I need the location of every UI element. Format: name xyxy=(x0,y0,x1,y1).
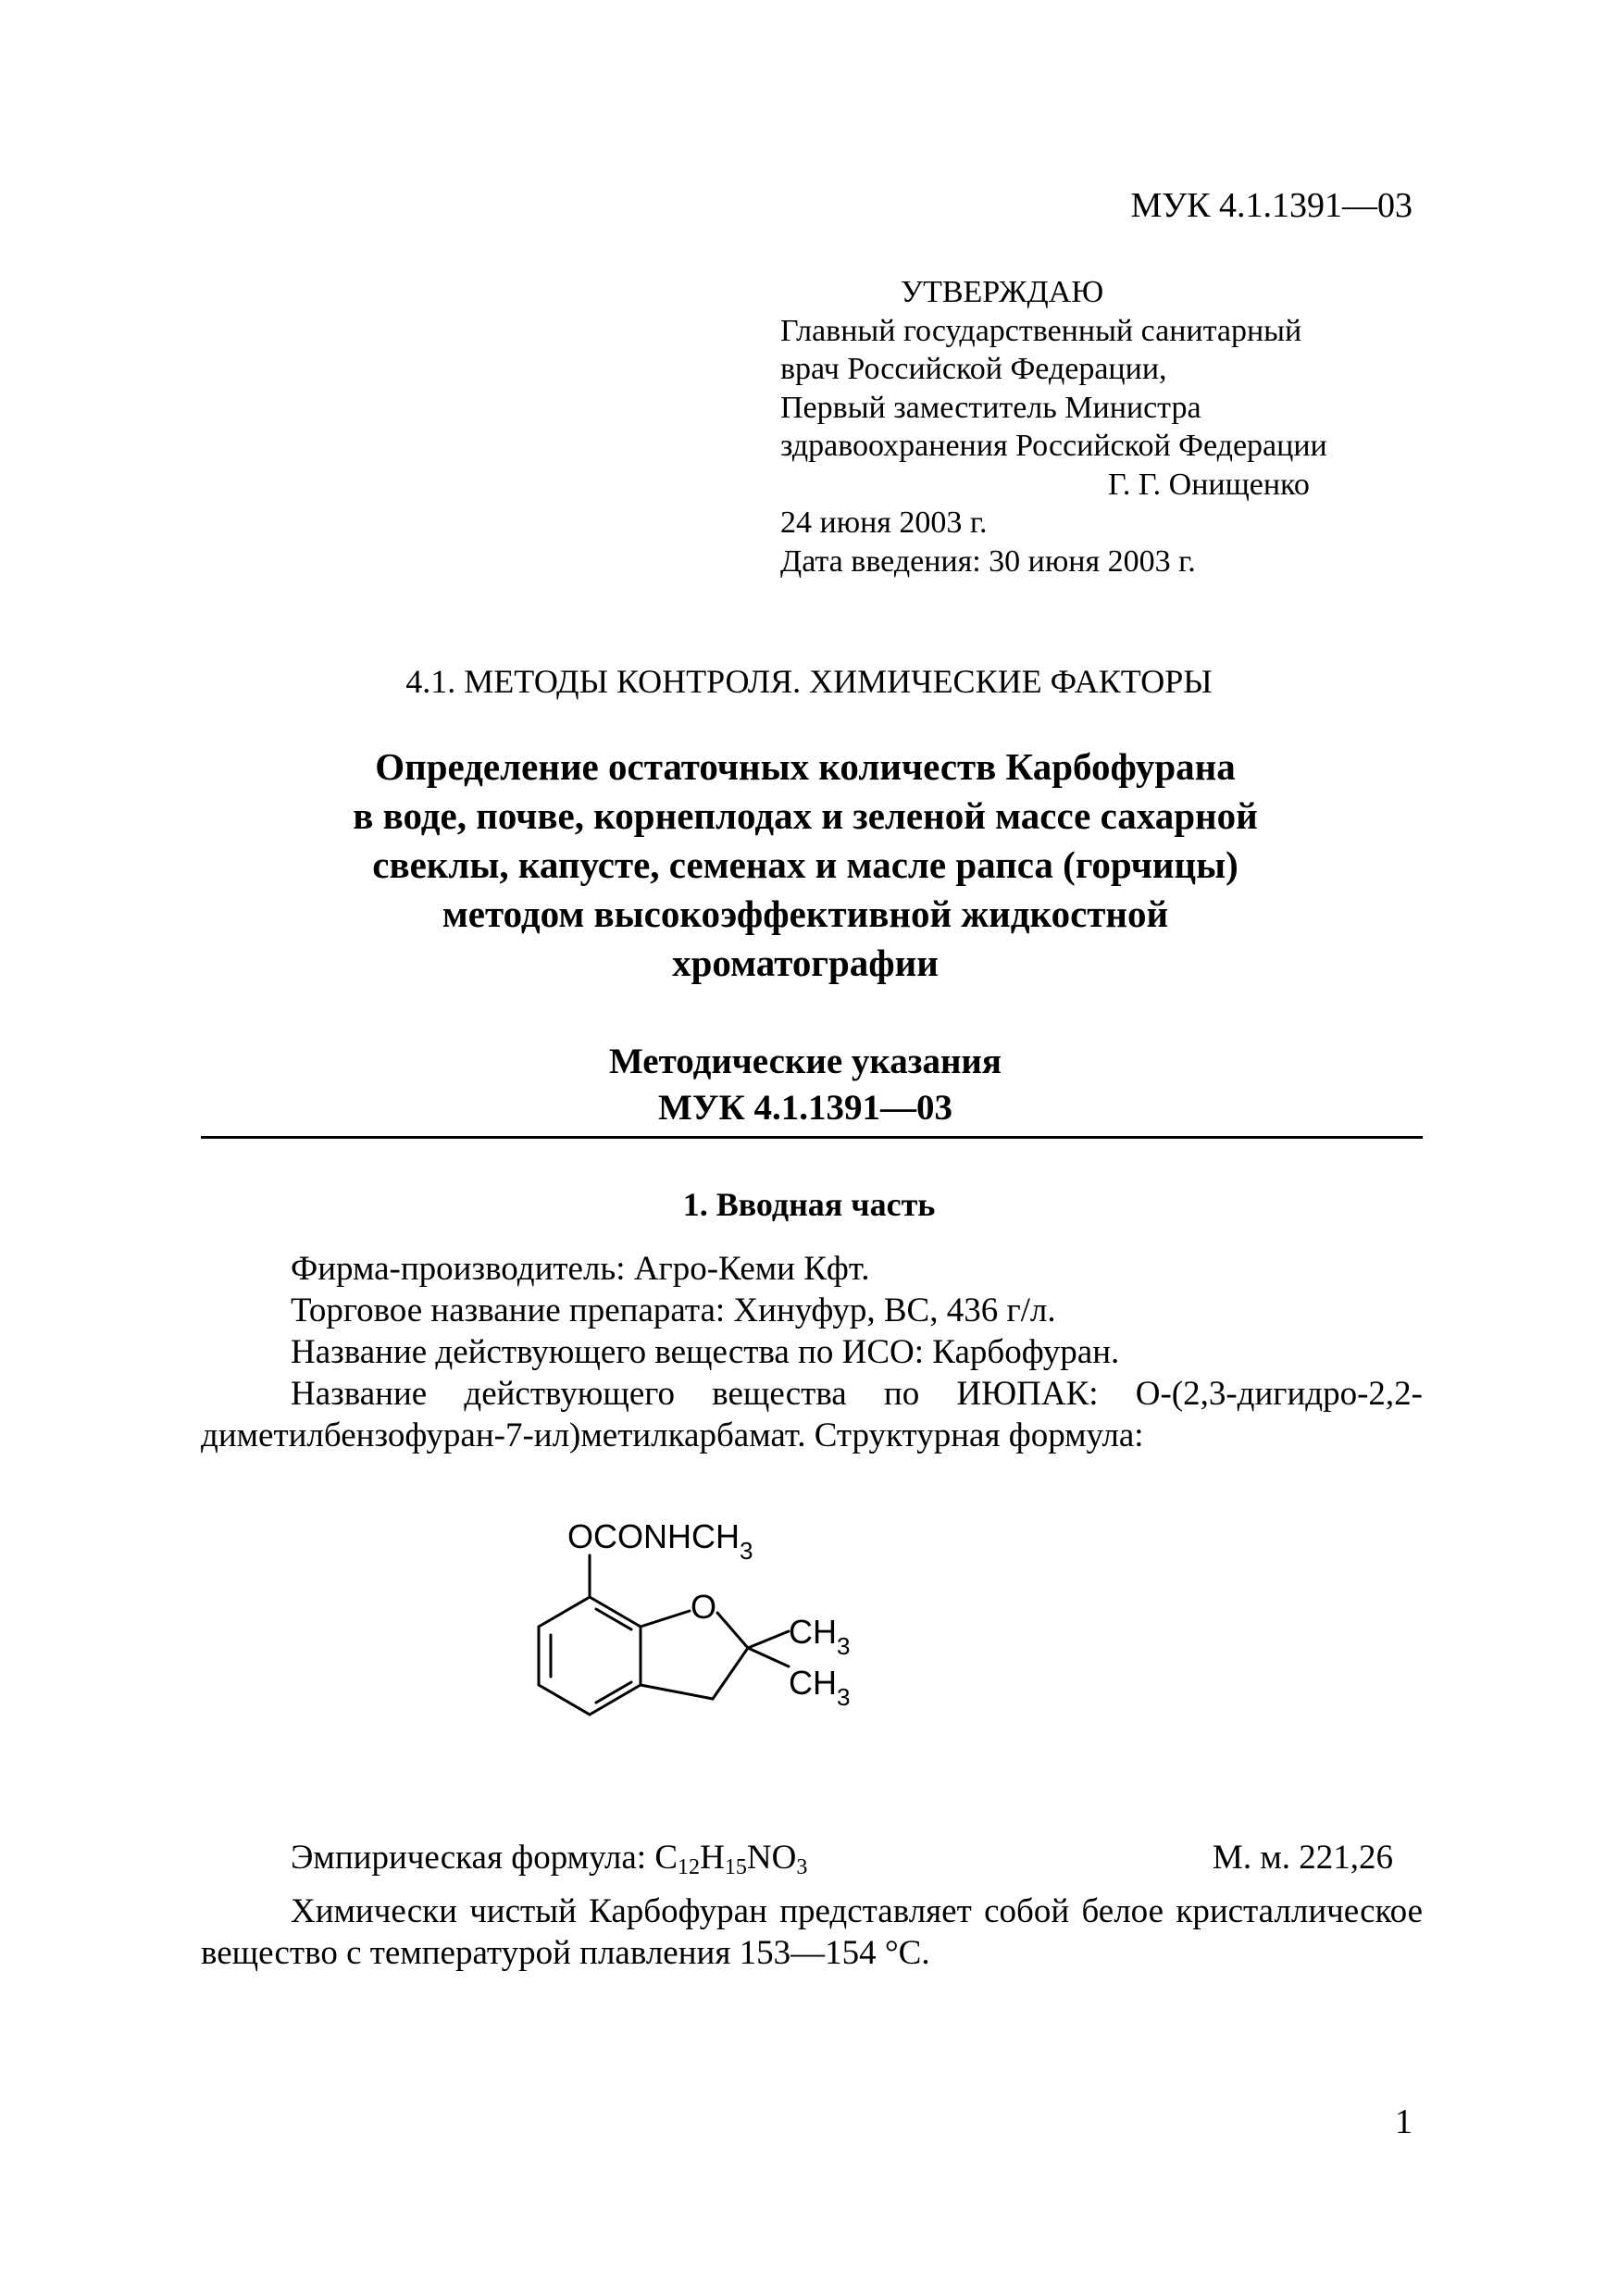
title-line: в воде, почве, корнеплодах и зеленой массе сахарной xyxy=(353,794,1258,837)
approval-block xyxy=(780,273,1428,580)
subtitle-line: МУК 4.1.1391—03 xyxy=(658,1088,952,1128)
page-number: 1 xyxy=(1395,2103,1413,2141)
approval-line: Первый заместитель Министра xyxy=(780,390,1201,425)
title-line: методом высокоэффективной жидкостной xyxy=(442,892,1169,935)
approval-date: 24 июня 2003 г. xyxy=(780,505,988,540)
title-line: свеклы, капусте, семенах и масле рапса (горчицы) xyxy=(372,843,1238,886)
ring-oxygen-label: O xyxy=(691,1588,717,1626)
document-subtitle xyxy=(167,1039,1444,1131)
document-title xyxy=(167,742,1444,988)
description-body xyxy=(201,1890,1423,1974)
title-line: Определение остаточных количеств Карбофурана xyxy=(375,745,1236,788)
introduction-date: Дата введения: 30 июня 2003 г. xyxy=(780,543,1196,579)
approval-line: здравоохранения Российской Федерации xyxy=(780,429,1327,463)
manufacturer-text: Фирма-производитель: Агро-Кеми Кфт. xyxy=(291,1250,870,1288)
approval-heading: УТВЕРЖДАЮ xyxy=(901,275,1104,309)
approval-line: врач Российской Федерации, xyxy=(780,352,1167,386)
group-label: $OCONHCH_3$ xyxy=(567,1517,753,1565)
iso-name-text: Название действующего вещества по ИСО: Карбофуран. xyxy=(291,1333,1120,1371)
approval-signer: Г. Г. Онищенко xyxy=(1108,467,1310,502)
title-line: хроматографии xyxy=(672,942,939,984)
methyl-label: $CH_3$ xyxy=(789,1613,851,1660)
structural-formula xyxy=(518,1509,944,1787)
trade-name-text: Торговое название препарата: Хинуфур, ВС, 436 г/л. xyxy=(291,1292,1056,1329)
methyl-label: $CH_3$ xyxy=(789,1664,851,1711)
empirical-formula-line xyxy=(201,1838,1413,1878)
intro-body xyxy=(201,1248,1423,1456)
description-text: Химически чистый Карбофуран представляет собой белое кристаллическое вещество с температурой плавления 153—154 °С. xyxy=(201,1892,1423,1972)
subtitle-line: Методические указания xyxy=(608,1042,1002,1081)
approval-line: Главный государственный санитарный xyxy=(780,313,1302,348)
molar-mass: М. м. 221,26 xyxy=(1212,1839,1393,1877)
empirical-formula: Эмпирическая формула: $C_{12}H_{15}NO_3$ xyxy=(291,1839,808,1879)
horizontal-rule xyxy=(201,1136,1423,1139)
section-heading: 4.1. МЕТОДЫ КОНТРОЛЯ. ХИМИЧЕСКИЕ ФАКТОРЫ xyxy=(405,663,1213,700)
document-code: МУК 4.1.1391—03 xyxy=(1130,186,1413,225)
intro-heading: 1. Вводная часть xyxy=(682,1186,936,1223)
iupac-name-text: Название действующего вещества по ИЮПАК: О-(2,3-дигидро-2,2-диметилбензофуран-7-ил)метилкарбамат. Структурная формула: xyxy=(201,1375,1423,1454)
